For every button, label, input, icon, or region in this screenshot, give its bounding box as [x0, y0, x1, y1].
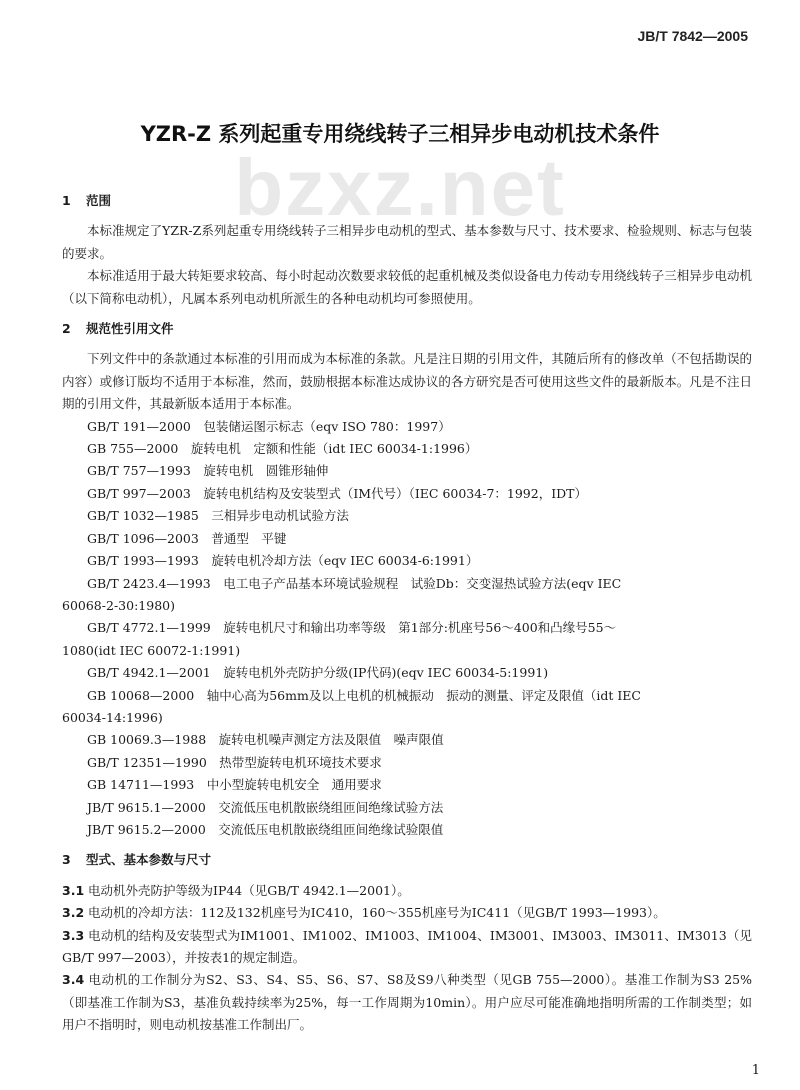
- reference-item: GB 14711—1993 中小型旋转电机安全 通用要求: [87, 777, 382, 793]
- reference-item: JB/T 9615.2—2000 交流低压电机散嵌绕组匝间绝缘试验限值: [87, 821, 444, 837]
- clause-3-3: 3.3 电动机的结构及安装型式为IM1001、IM1002、IM1003、IM1004、IM3001、IM3003、IM3011、IM3013（见GB/T 997—2003），并按表1的规定制造。: [62, 927, 752, 965]
- reference-item: GB/T 4772.1—1999 旋转电机尺寸和输出功率等级 第1部分:机座号56～400和凸缘号55～ 1080(idt IEC 60072-1:1991): [62, 620, 617, 658]
- reference-item: GB 10069.3—1988 旋转电机噪声测定方法及限值 噪声限值: [87, 732, 444, 748]
- page-number: 1: [751, 1063, 760, 1078]
- section-1-paragraph: 本标准规定了YZR-Z系列起重专用绕线转子三相异步电动机的型式、基本参数与尺寸、技术要求、检验规则、标志与包装的要求。: [62, 223, 752, 261]
- watermark: bzxz.net: [234, 143, 566, 232]
- standard-code: JB/T 7842—2005: [637, 28, 748, 44]
- reference-item: GB/T 1096—2003 普通型 平键: [87, 530, 287, 546]
- reference-item: GB/T 1032—1985 三相异步电动机试验方法: [87, 508, 349, 524]
- reference-item: GB/T 4942.1—2001 旋转电机外壳防护分级(IP代码)(eqv IEC 60034-5:1991): [87, 665, 549, 681]
- reference-item: GB/T 997—2003 旋转电机结构及安装型式（IM代号）（IEC 60034-7：1992，IDT）: [87, 485, 588, 501]
- reference-item: GB/T 12351—1990 热带型旋转电机环境技术要求: [87, 754, 382, 770]
- clause-3-2: 3.2 电动机的冷却方法：112及132机座号为IC410，160～355机座号为IC411（见GB/T 1993—1993）。: [62, 905, 666, 921]
- clause-3-4: 3.4 电动机的工作制分为S2、S3、S4、S5、S6、S7、S8及S9八种类型（见GB 755—2000）。基准工作制为S3 25%（即基准工作制为S3，基准负载持续率为25%，每一工作周期为10min）。用户应尽可能准确地指明所需的工作制类型；如用户不指明时，则电动机按基准工作制出厂。: [62, 972, 752, 1033]
- reference-item: GB/T 757—1993 旋转电机 圆锥形轴伸: [87, 463, 329, 479]
- reference-item: GB 10068—2000 轴中心高为56mm及以上电机的机械振动 振动的测量、评定及限值（idt IEC 60034-14:1996): [62, 687, 641, 725]
- section-2-heading: 2 规范性引用文件: [62, 321, 174, 337]
- reference-item: GB/T 191—2000 包装储运图示标志（eqv ISO 780：1997）: [87, 418, 451, 434]
- document-title: YZR-Z 系列起重专用绕线转子三相异步电动机技术条件: [140, 122, 660, 146]
- section-1-heading: 1 范围: [62, 193, 112, 208]
- reference-item: GB/T 1993—1993 旋转电机冷却方法（eqv IEC 60034-6:1991）: [87, 553, 479, 569]
- section-3-heading: 3 型式、基本参数与尺寸: [62, 852, 212, 868]
- reference-item: GB 755—2000 旋转电机 定额和性能（idt IEC 60034-1:1996）: [87, 441, 478, 457]
- document-body: [62, 190, 752, 1037]
- section-2-intro: 下列文件中的条款通过本标准的引用而成为本标准的条款。凡是注日期的引用文件，其随后所有的修改单（不包括勘误的内容）或修订版均不适用于本标准，然而，鼓励根据本标准达成协议的各方研究是否可使用这些文件的最新版本。凡是不注日期的引用文件，其最新版本适用于本标准。: [62, 351, 752, 412]
- clause-3-1: 3.1 电动机外壳防护等级为IP44（见GB/T 4942.1—2001）。: [62, 882, 410, 898]
- reference-item: JB/T 9615.1—2000 交流低压电机散嵌绕组匝间绝缘试验方法: [87, 799, 444, 815]
- section-1-paragraph: 本标准适用于最大转矩要求较高、每小时起动次数要求较低的起重机械及类似设备电力传动专用绕线转子三相异步电动机（以下简称电动机），凡属本系列电动机所派生的各种电动机均可参照使用。: [62, 268, 752, 306]
- reference-item: GB/T 2423.4—1993 电工电子产品基本环境试验规程 试验Db：交变湿热试验方法(eqv IEC 60068-2-30:1980): [62, 575, 622, 613]
